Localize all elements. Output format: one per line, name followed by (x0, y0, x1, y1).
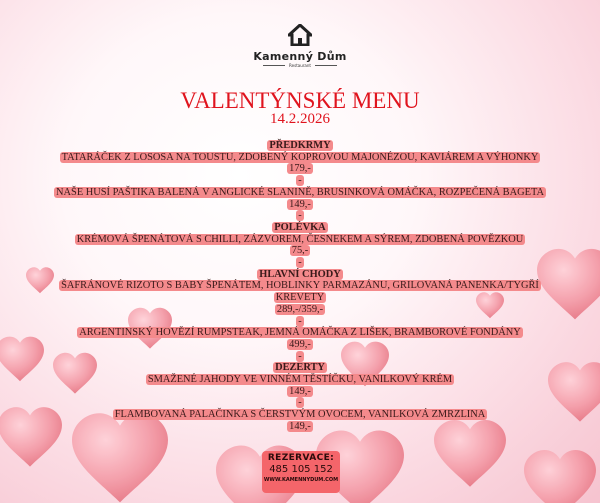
menu-line-text: ARGENTINSKÝ HOVĚZÍ RUMPSTEAK, JEMNÁ OMÁČKA Z LIŠEK, BRAMBOROVÉ FONDÁNY (79, 327, 521, 339)
menu-line (0, 163, 600, 175)
menu-line (0, 409, 600, 421)
menu-line-text: - (298, 210, 302, 222)
house-icon (288, 24, 312, 46)
menu-line (0, 280, 600, 292)
menu-line-text: - (298, 257, 302, 269)
menu-line-text: HLAVNÍ CHODY (259, 268, 341, 280)
menu-line-text: DEZERTY (275, 362, 325, 374)
restaurant-logo (0, 24, 600, 68)
menu-title: VALENTÝNSKÉ MENU (180, 88, 420, 113)
menu-line (0, 152, 600, 164)
menu-line (0, 397, 600, 409)
menu-line-text: 149,- (289, 420, 311, 432)
menu-line-text: 75,- (291, 245, 309, 257)
menu-line (0, 187, 600, 199)
menu-line-text: 149,- (289, 385, 311, 397)
menu-line-text: - (298, 350, 302, 362)
menu-line-text: POLÉVKA (274, 221, 326, 233)
logo-tagline: Restaurant (289, 63, 311, 68)
menu-line-text: NAŠE HUSÍ PAŠTIKA BALENÁ V ANGLICKÉ SLANINĚ, BRUSINKOVÁ OMÁČKA, ROZPEČENÁ BAGETA (56, 186, 544, 198)
reservation-box (262, 451, 340, 493)
menu-line (0, 386, 600, 398)
menu-line-text: PŘEDKRMY (269, 140, 331, 151)
menu-line (0, 421, 600, 433)
menu-line-text: 499,- (289, 338, 311, 350)
menu-list (0, 140, 600, 433)
menu-line-text: SMAŽENÉ JAHODY VE VINNÉM TĚSTÍČKU, VANILKOVÝ KRÉM (147, 374, 453, 386)
menu-line (0, 199, 600, 211)
menu-line (0, 245, 600, 257)
menu-date: 14.2.2026 (270, 111, 330, 127)
menu-line (0, 234, 600, 246)
menu-line (0, 316, 600, 328)
menu-line-text: 149,- (289, 198, 311, 210)
menu-line-text: 179,- (289, 163, 311, 175)
menu-line-text: KRÉMOVÁ ŠPENÁTOVÁ S CHILLI, ZÁZVOREM, ČESNEKEM A SÝREM, ZDOBENÁ POVĚZKOU (76, 233, 524, 245)
menu-line (0, 304, 600, 316)
reservation-website[interactable]: WWW.KAMENNYDUM.COM (263, 477, 339, 483)
menu-line-text: - (298, 175, 302, 187)
menu-line (0, 351, 600, 363)
menu-line (0, 327, 600, 339)
menu-line-text: ŠAFRÁNOVÉ RIZOTO S BABY ŠPENÁTEM, HOBLINKY PARMAZÁNU, GRILOVANÁ PANENKA/TYGŘÍ (61, 280, 539, 292)
reservation-label: REZERVACE: (267, 453, 335, 463)
menu-line (0, 257, 600, 269)
menu-line-text: - (298, 397, 302, 409)
menu-line-text: FLAMBOVANÁ PALAČINKA S ČERSTVÝM OVOCEM, VANILKOVÁ ZMRZLINA (114, 409, 486, 421)
menu-section-heading (0, 269, 600, 281)
menu-line-text: TATARÁČEK Z LOSOSA NA TOUSTU, ZDOBENÝ KOPROVOU MAJONÉZOU, KAVIÁREM A VÝHONKY (61, 151, 539, 163)
menu-line (0, 292, 600, 304)
menu-line (0, 339, 600, 351)
menu-section-heading (0, 362, 600, 374)
menu-line (0, 210, 600, 222)
menu-line-text: - (298, 315, 302, 327)
menu-section-heading (0, 222, 600, 234)
reservation-phone[interactable]: 485 105 152 (269, 464, 333, 475)
menu-line-text: KREVETY (275, 292, 325, 304)
menu-line-text: 289,-/359,- (276, 303, 324, 315)
menu-section-heading (0, 140, 600, 152)
menu-line (0, 374, 600, 386)
logo-name: Kamenný Dům (253, 50, 347, 63)
menu-line (0, 175, 600, 187)
